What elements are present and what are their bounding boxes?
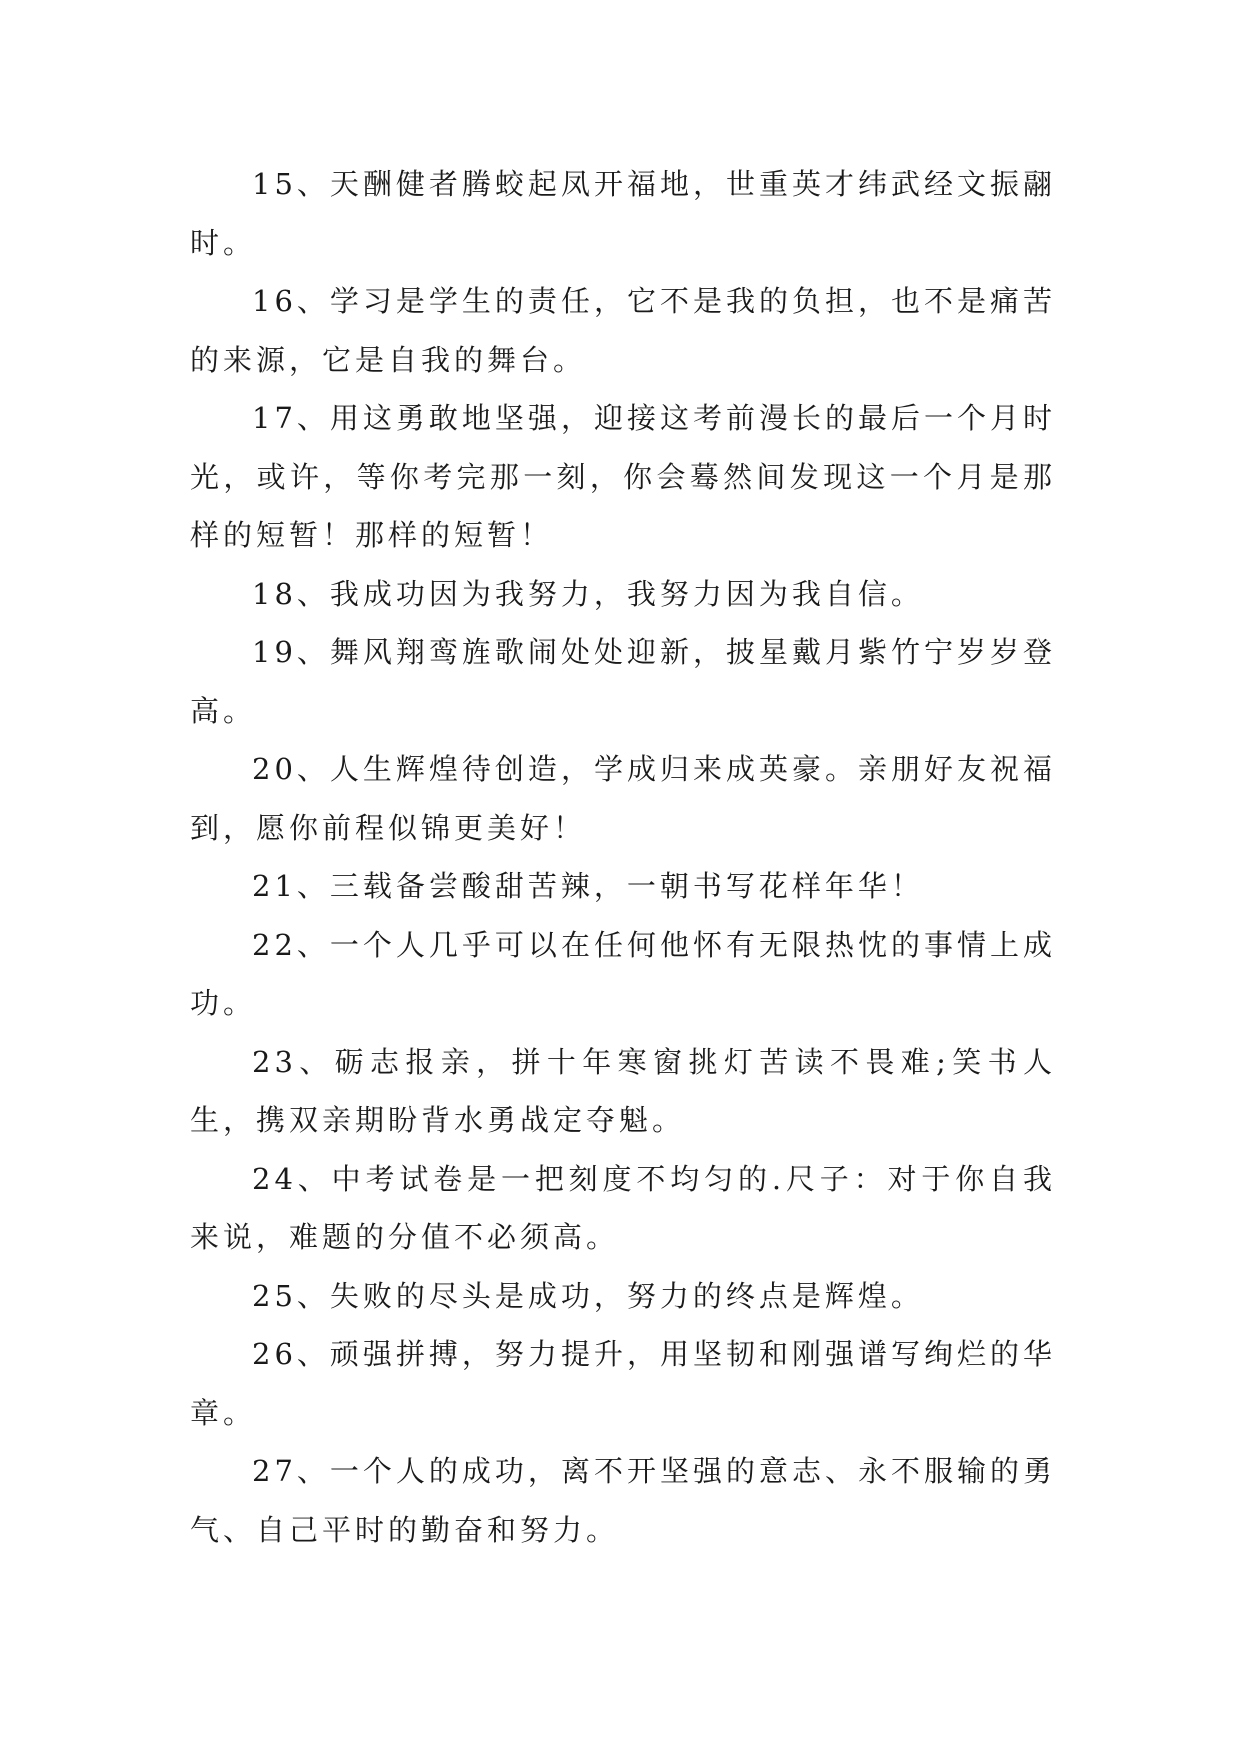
paragraph-15: 15、天酬健者腾蛟起凤开福地，世重英才纬武经文振翮时。 (190, 167, 1056, 260)
paragraph-24: 24、中考试卷是一把刻度不均匀的.尺子：对于你自我来说，难题的分值不必须高。 (190, 1161, 1056, 1254)
document-body (190, 155, 1056, 1559)
paragraph-23: 23、砺志报亲，拼十年寒窗挑灯苦读不畏难;笑书人生，携双亲期盼背水勇战定夺魁。 (190, 1044, 1056, 1137)
paragraph-18: 18、我成功因为我努力，我努力因为我自信。 (252, 576, 924, 611)
paragraph-16: 16、学习是学生的责任，它不是我的负担，也不是痛苦的来源，它是自我的舞台。 (190, 284, 1056, 377)
paragraph-22: 22、一个人几乎可以在任何他怀有无限热忱的事情上成功。 (190, 927, 1056, 1020)
paragraph-17: 17、用这勇敢地坚强，迎接这考前漫长的最后一个月时光，或许，等你考完那一刻，你会蓦然间发现这一个月是那样的短暂！那样的短暂！ (190, 401, 1056, 552)
paragraph-20: 20、人生辉煌待创造，学成归来成英豪。亲朋好友祝福到，愿你前程似锦更美好！ (190, 752, 1056, 845)
paragraph-25: 25、失败的尽头是成功，努力的终点是辉煌。 (252, 1278, 924, 1313)
paragraph-21: 21、三载备尝酸甜苦辣，一朝书写花样年华！ (252, 869, 924, 903)
paragraph-19: 19、舞风翔鸾旌歌闹处处迎新，披星戴月紫竹宁岁岁登高。 (190, 635, 1056, 728)
paragraph-27: 27、一个人的成功，离不开坚强的意志、永不服输的勇气、自己平时的勤奋和努力。 (190, 1454, 1056, 1547)
paragraph-26: 26、顽强拼搏，努力提升，用坚韧和刚强谱写绚烂的华章。 (190, 1337, 1056, 1430)
